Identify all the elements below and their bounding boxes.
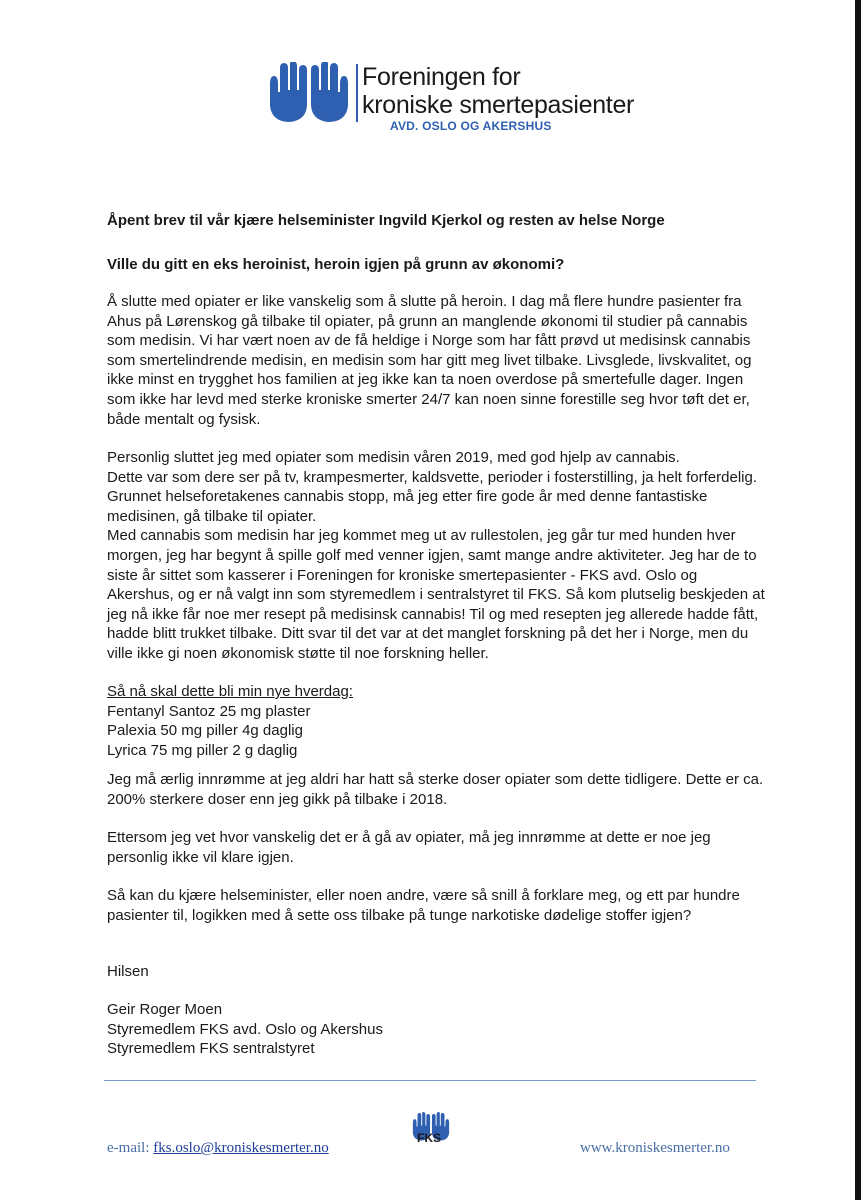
greeting bbox=[107, 962, 767, 982]
signature-role: Styremedlem FKS avd. Oslo og Akershus bbox=[107, 1020, 383, 1038]
medication-item: Lyrica 75 mg piller 2 g daglig bbox=[107, 741, 298, 759]
paragraph-3-text: Jeg må ærlig innrømme at jeg aldri har hatt så sterke doser opiater som dette tidligere. Dette er ca. 200% sterkere doser enn jeg gikk på tilbake i 2018. bbox=[107, 771, 764, 808]
paragraph-2 bbox=[107, 448, 767, 664]
signature bbox=[107, 1000, 767, 1059]
paragraph-2-line: Med cannabis som medisin har jeg kommet meg ut av rullestolen, jeg går tur med hunden hver morgen, jeg har begynt å spille golf med venner igjen, samt mange andre aktiviteter. Jeg har de to siste år sittet som kasserer i Foreningen for kroniske smertepasienter - FKS avd. Oslo og Akershus, og er nå valgt inn som styremedlem i sentralstyret til FKS. Så kom plutselig beskjeden at jeg nå ikke får noe mer resept på medisinsk cannabis! Til og med resepten jeg allerede hadde fått, hadde blitt trukket tilbake. Ditt svar til det var at det manglet forskning på det her i Norge, men du ville ikke gi noen økonomisk støtte til noe forskning heller. bbox=[107, 527, 765, 662]
letterhead-logo bbox=[266, 60, 635, 136]
paragraph-2-line: Dette var som dere ser på tv, krampesmerter, kaldsvette, perioder i fosterstilling, ja helt forferdelig. bbox=[107, 468, 757, 486]
paragraph-4-text: Ettersom jeg vet hvor vanskelig det er å gå av opiater, må jeg innrømme at dette er noe jeg personlig ikke vil klare igjen. bbox=[107, 829, 711, 866]
email-label: e-mail: bbox=[107, 1140, 150, 1156]
greeting-text: Hilsen bbox=[107, 963, 149, 980]
medication-list bbox=[107, 682, 767, 760]
org-name-line1: Foreningen for bbox=[362, 63, 521, 91]
website-link[interactable]: www.kroniskesmerter.no bbox=[580, 1140, 730, 1156]
paragraph-1-text: Å slutte med opiater er like vanskelig som å slutte på heroin. I dag må flere hundre pasienter fra Ahus på Lørenskog gå tilbake til opiater, på grunn an manglende økonomi til studier på cannabis som medisin. Vi har vært noen av de få heldige i Norge som har fått prøvd ut medisinsk cannabis som smertelindrende medisin, en medisin som har gitt meg livet tilbake. Livsglede, livskvalitet, og ikke minst en trygghet hos familien at jeg ikke kan ta noen overdose på smertefulle dager. Ingen som ikke har levd med sterke kroniske smerter 24/7 kan noen sinne forestille seg hvor tøft det er, både mentalt og fysisk. bbox=[107, 293, 752, 428]
org-name-line2: kroniske smertepasienter bbox=[362, 91, 635, 119]
fks-logo-text: FKS bbox=[417, 1131, 441, 1145]
medication-item: Fentanyl Santoz 25 mg plaster bbox=[107, 702, 311, 720]
letter-title: Åpent brev til vår kjære helseminister Ingvild Kjerkol og resten av helse Norge bbox=[107, 212, 665, 229]
medication-list-heading: Så nå skal dette bli min nye hverdag: bbox=[107, 683, 353, 700]
letter-question: Ville du gitt en eks heroinist, heroin igjen på grunn av økonomi? bbox=[107, 256, 565, 273]
email-link[interactable]: fks.oslo@kroniskesmerter.no bbox=[153, 1140, 329, 1156]
signature-name: Geir Roger Moen bbox=[107, 1001, 223, 1018]
paragraph-5 bbox=[107, 886, 767, 925]
logo-divider bbox=[356, 64, 358, 122]
raised-hands-icon bbox=[266, 62, 352, 124]
medication-item: Palexia 50 mg piller 4g daglig bbox=[107, 722, 303, 740]
footer-email bbox=[107, 1140, 329, 1157]
paragraph-4 bbox=[107, 828, 767, 867]
paragraph-1 bbox=[107, 292, 767, 429]
paragraph-2-line: Personlig sluttet jeg med opiater som medisin våren 2019, med god hjelp av cannabis. bbox=[107, 449, 680, 466]
paragraph-5-text: Så kan du kjære helseminister, eller noen andre, være så snill å forklare meg, og ett par hundre pasienter til, logikken med å sette oss tilbake på tunge narkotiske dødelige stoffer igjen? bbox=[107, 887, 740, 924]
paragraph-2-line: Grunnet helseforetakenes cannabis stopp, må jeg etter fire gode år med denne fantastiske medisinen, gå tilbake til opiater. bbox=[107, 488, 708, 525]
paragraph-3 bbox=[107, 770, 767, 809]
org-department: AVD. OSLO OG AKERSHUS bbox=[390, 119, 552, 133]
footer-divider bbox=[104, 1080, 756, 1081]
signature-role: Styremedlem FKS sentralstyret bbox=[107, 1040, 315, 1058]
